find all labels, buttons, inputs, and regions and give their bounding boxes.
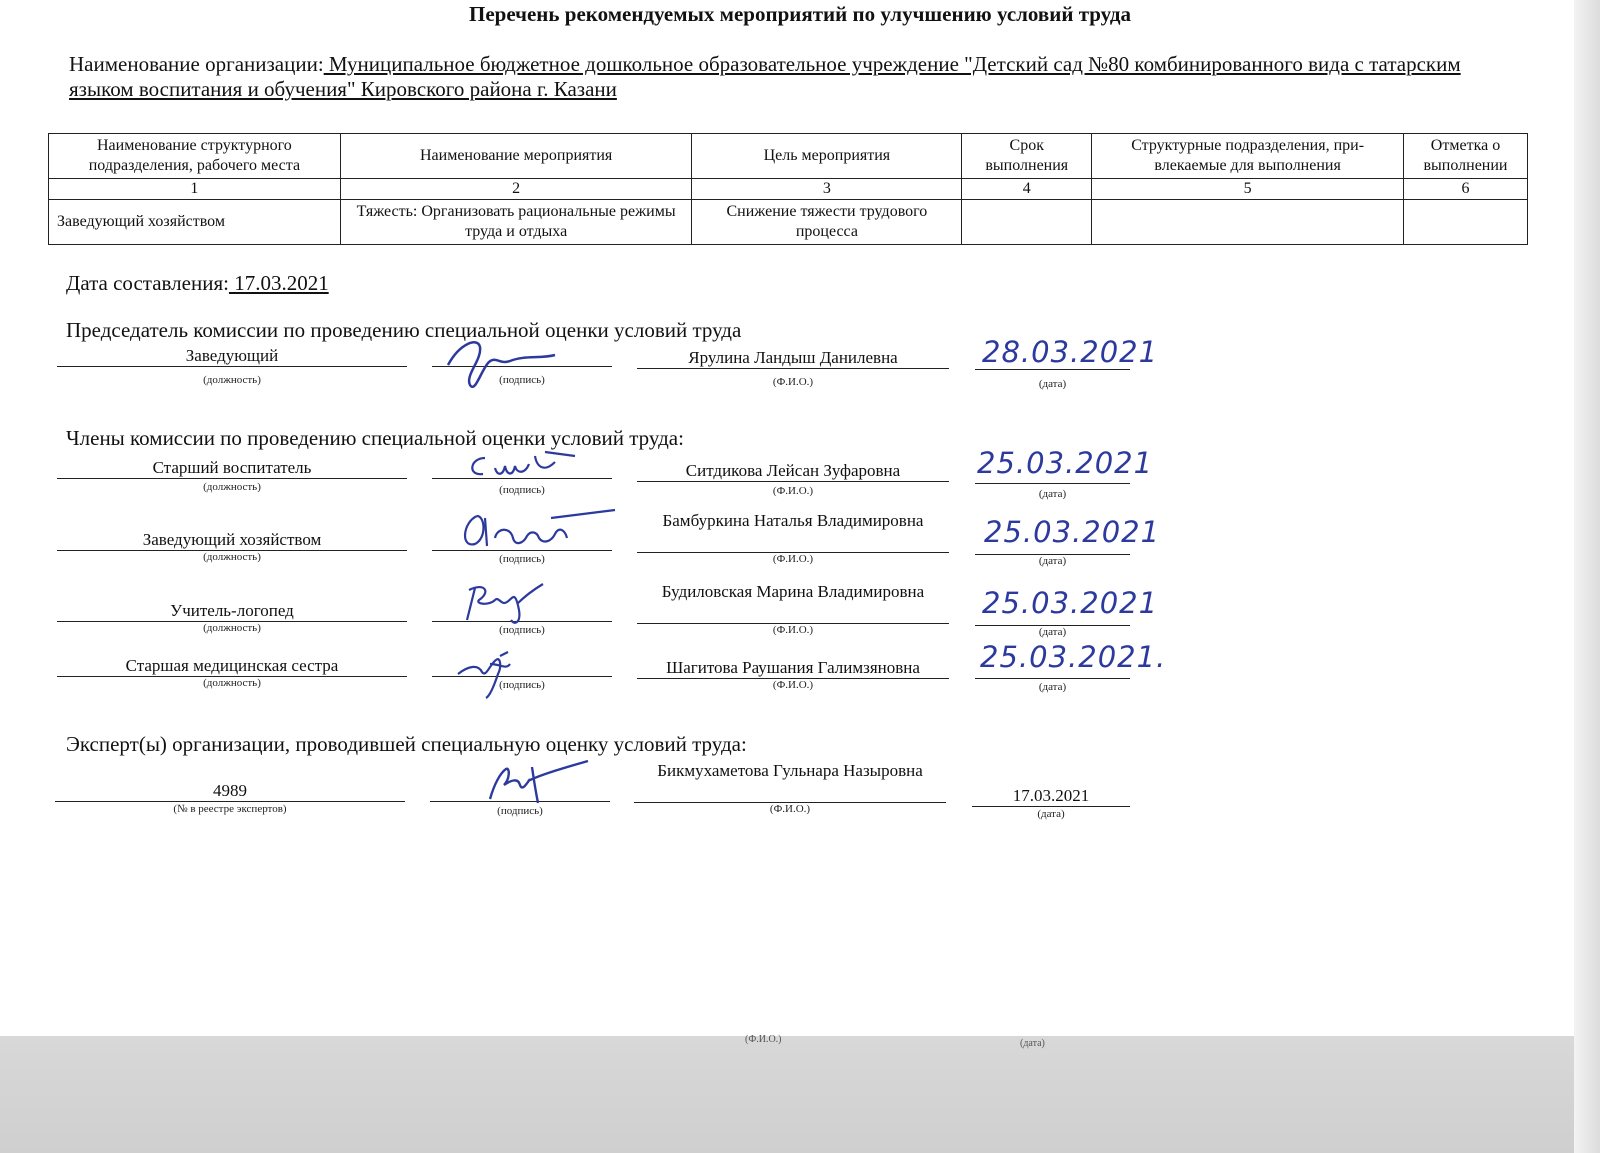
caption-fio: (Ф.И.О.) (772, 624, 814, 636)
column-number: 3 (692, 179, 962, 200)
document-title: Перечень рекомендуемых мероприятий по улучшению условий труда (469, 2, 1131, 26)
scan-shadow-right (1574, 0, 1600, 1153)
scan-ghost-fio: (Ф.И.О.) (745, 1034, 782, 1045)
member-handwritten-date: 25.03.2021 (982, 586, 1159, 620)
caption-date: (дата) (1038, 681, 1067, 693)
caption-date: (дата) (1038, 626, 1067, 638)
member-name: Ситдикова Лейсан Зуфаровна (637, 460, 949, 482)
member-position: Заведующий хозяйством (57, 529, 407, 551)
caption-signature: (подпись) (497, 805, 543, 817)
member-name: Шагитова Раушания Галимзяновна (637, 657, 949, 679)
organization-line (69, 52, 1509, 102)
member-handwritten-date: 25.03.2021 (977, 446, 1154, 480)
member-signature-image (450, 642, 550, 702)
member-name: Бамбуркина Наталья Владимировна (637, 510, 949, 553)
caption-signature: (подпись) (499, 374, 545, 386)
chairman-position: Заведующий (57, 345, 407, 367)
chairman-signature-image (440, 335, 560, 395)
caption-position: (должность) (203, 622, 261, 634)
organization-name: Муниципальное бюджетное дошкольное образовательное учреждение "Детский сад №80 комбинированного вида с татарским языком воспитания и обучения" Кировского района г. Казани (69, 52, 1461, 101)
member-handwritten-date: 25.03.2021 (984, 515, 1161, 549)
cell-term (962, 200, 1092, 245)
header-goal: Цель мероприятия (692, 134, 962, 179)
chairman-handwritten-date: 28.03.2021 (982, 335, 1159, 369)
column-number: 1 (49, 179, 341, 200)
caption-position: (должность) (203, 677, 261, 689)
caption-date: (дата) (1038, 378, 1067, 390)
caption-position: (должность) (203, 374, 261, 386)
caption-signature: (подпись) (499, 484, 545, 496)
table-row (49, 200, 1528, 245)
cell-goal: Снижение тяжести трудового процесса (692, 200, 962, 245)
member-signature-image (455, 508, 625, 558)
expert-registry-number: 4989 (55, 780, 405, 802)
header-workplace: Наименование структурного подразделения, рабочего места (49, 134, 341, 179)
cell-measure: Тяжесть: Организовать рациональные режимы труда и отдыха (340, 200, 692, 245)
organization-label: Наименование организации: (69, 52, 324, 76)
members-section-title: Члены комиссии по проведению специальной оценки условий труда: (66, 426, 684, 450)
caption-fio: (Ф.И.О.) (772, 679, 814, 691)
member-signature-image (465, 448, 595, 488)
member-signature-image (455, 580, 555, 630)
cell-workplace: Заведующий хозяйством (49, 200, 341, 245)
compiled-date-label: Дата составления: (66, 271, 229, 295)
caption-fio: (Ф.И.О.) (772, 485, 814, 497)
compiled-date-line (66, 271, 329, 296)
caption-position: (должность) (203, 551, 261, 563)
scan-shadow-bottom (0, 1036, 1600, 1153)
member-position: Учитель-логопед (57, 600, 407, 622)
caption-registry: (№ в реестре экспертов) (173, 803, 287, 815)
column-number: 4 (962, 179, 1092, 200)
caption-date: (дата) (1037, 808, 1065, 820)
caption-position: (должность) (203, 481, 261, 493)
cell-units (1092, 200, 1404, 245)
column-number: 5 (1092, 179, 1404, 200)
expert-date: 17.03.2021 (972, 785, 1130, 807)
scan-ghost-date: (дата) (1020, 1038, 1045, 1049)
header-units: Структурные подразделения, при-влекаемые для выполнения (1092, 134, 1404, 179)
column-number: 6 (1404, 179, 1528, 200)
header-term: Срок выполнения (962, 134, 1092, 179)
compiled-date-value: 17.03.2021 (228, 271, 329, 295)
member-position: Старший воспитатель (57, 457, 407, 479)
member-name: Будиловская Марина Владимировна (637, 581, 949, 624)
caption-fio: (Ф.И.О.) (772, 553, 814, 565)
member-handwritten-date: 25.03.2021. (980, 640, 1167, 674)
caption-signature: (подпись) (499, 624, 545, 636)
chairman-section-title: Председатель комиссии по проведению специальной оценки условий труда (66, 318, 742, 342)
chairman-name: Ярулина Ландыш Данилевна (637, 347, 949, 369)
expert-signature-image (480, 755, 600, 815)
header-mark: Отметка о выполнении (1404, 134, 1528, 179)
member-position: Старшая медицинская сестра (57, 655, 407, 677)
expert-section-title: Эксперт(ы) организации, проводившей специальную оценку условий труда: (66, 732, 747, 756)
caption-signature: (подпись) (499, 553, 545, 565)
caption-date: (дата) (1038, 555, 1067, 567)
caption-date: (дата) (1038, 488, 1067, 500)
caption-fio: (Ф.И.О.) (769, 803, 811, 815)
expert-name: Бикмухаметова Гульнара Назыровна (634, 760, 946, 803)
header-measure: Наименование мероприятия (340, 134, 692, 179)
column-number: 2 (340, 179, 692, 200)
caption-fio: (Ф.И.О.) (772, 376, 814, 388)
caption-signature: (подпись) (499, 679, 545, 691)
cell-mark (1404, 200, 1528, 245)
measures-table (48, 133, 1528, 245)
